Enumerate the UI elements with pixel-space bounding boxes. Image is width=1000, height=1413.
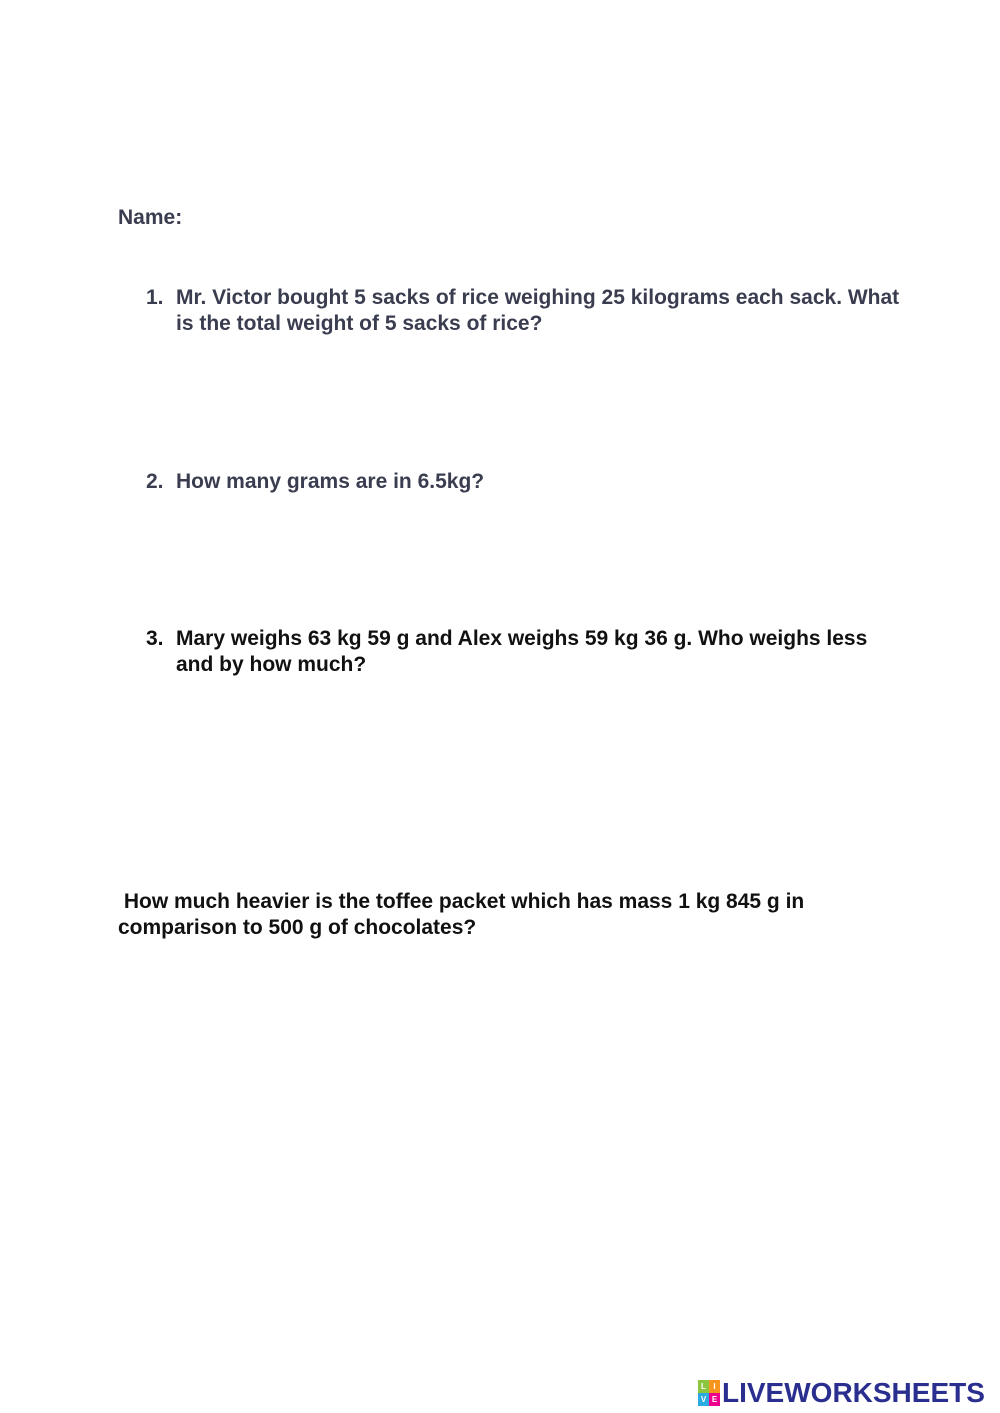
question-text: Mary weighs 63 kg 59 g and Alex weighs 59 kg 36 g. Who weighs less and by how much? [176,627,868,676]
question-text: How many grams are in 6.5kg? [176,470,485,493]
logo-mark-letter: I [709,1380,720,1393]
question-4: How much heavier is the toffee packet which has mass 1 kg 845 g in comparison to 500 g of chocolates? [118,890,811,939]
logo-mark-icon [698,1380,720,1406]
liveworksheets-logo [698,1378,985,1408]
logo-mark-letter: V [698,1393,709,1406]
question-3 [146,626,906,678]
question-1 [146,285,906,337]
question-2 [146,469,906,495]
question-text: Mr. Victor bought 5 sacks of rice weighing 25 kilograms each sack. What is the total weight of 5 sacks of rice? [176,286,900,335]
logo-mark-letter: E [709,1393,720,1406]
question-number: 3. [146,627,164,650]
question-number: 2. [146,470,164,493]
question-number: 1. [146,286,164,309]
name-label: Name: [118,206,183,229]
logo-mark-letter: L [698,1380,709,1393]
logo-text: LIVEWORKSHEETS [722,1377,985,1408]
